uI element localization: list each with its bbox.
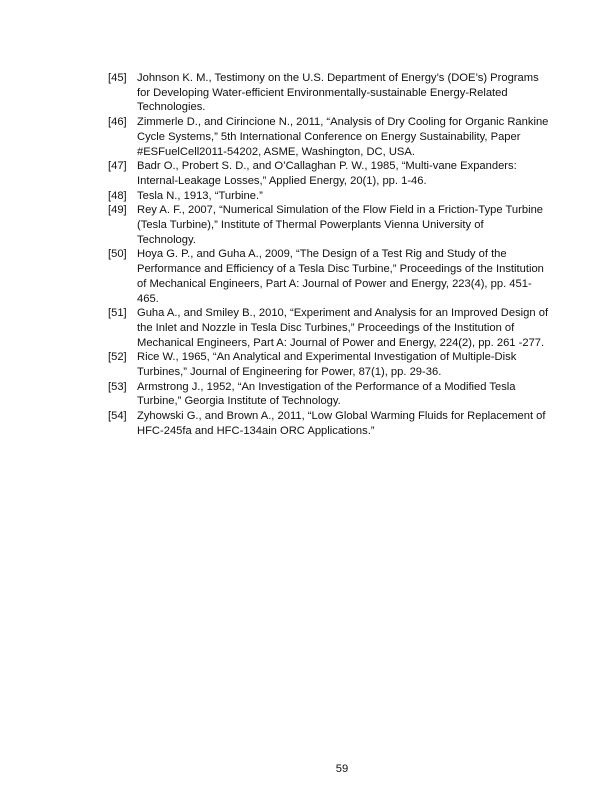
reference-list bbox=[108, 71, 548, 439]
reference-line: Rice W., 1965, “An Analytical and Experimental Investigation of Multiple-Disk bbox=[137, 351, 517, 364]
reference-line: the Inlet and Nozzle in Tesla Disc Turbines,” Proceedings of the Institution of bbox=[137, 321, 515, 334]
reference-number: [46] bbox=[108, 116, 127, 129]
reference-number: [48] bbox=[108, 189, 127, 202]
page-number: 59 bbox=[335, 763, 349, 775]
reference-line: Turbines,” Journal of Engineering for Power, 87(1), pp. 29-36. bbox=[137, 366, 442, 379]
reference-line: Badr O., Probert S. D., and O’Callaghan P. W., 1985, “Multi-vane Expanders: bbox=[137, 160, 517, 173]
reference-number: [47] bbox=[108, 160, 127, 173]
reference-number: [54] bbox=[108, 410, 127, 423]
reference-line: Technology. bbox=[137, 233, 196, 246]
reference-text bbox=[137, 115, 548, 159]
reference-line: Technologies. bbox=[137, 101, 206, 114]
reference-text bbox=[137, 203, 548, 247]
reference-text bbox=[137, 71, 548, 115]
reference-item bbox=[108, 409, 548, 438]
reference-line: of Mechanical Engineers, Part A: Journal of Power and Energy, 223(4), pp. 451- bbox=[137, 277, 532, 290]
reference-line: Guha A., and Smiley B., 2010, “Experiment and Analysis for an Improved Design of bbox=[137, 307, 549, 320]
reference-line: (Tesla Turbine),” Institute of Thermal Powerplants Vienna University of bbox=[137, 219, 484, 232]
reference-item bbox=[108, 189, 548, 204]
reference-line: Johnson K. M., Testimony on the U.S. Department of Energy’s (DOE’s) Programs bbox=[137, 72, 539, 84]
reference-number: [45] bbox=[108, 72, 127, 84]
reference-text bbox=[137, 189, 548, 204]
reference-line: Rey A. F., 2007, “Numerical Simulation of the Flow Field in a Friction-Type Turbine bbox=[137, 204, 544, 217]
reference-line: Cycle Systems,” 5th International Conference on Energy Sustainability, Paper bbox=[137, 130, 521, 143]
reference-line: Zyhowski G., and Brown A., 2011, “Low Global Warming Fluids for Replacement of bbox=[137, 410, 546, 423]
reference-number: [51] bbox=[108, 307, 127, 320]
reference-line: Turbine,” Georgia Institute of Technology. bbox=[137, 395, 341, 408]
reference-item bbox=[108, 380, 548, 409]
reference-number: [53] bbox=[108, 380, 127, 393]
reference-text bbox=[137, 159, 548, 188]
reference-line: Internal-Leakage Losses,” Applied Energy, 20(1), pp. 1-46. bbox=[137, 174, 427, 187]
reference-line: 465. bbox=[137, 292, 159, 305]
reference-item bbox=[108, 306, 548, 350]
reference-text bbox=[137, 380, 548, 409]
reference-item bbox=[108, 247, 548, 306]
reference-line: Hoya G. P., and Guha A., 2009, “The Design of a Test Rig and Study of the bbox=[137, 248, 507, 261]
reference-line: Tesla N., 1913, “Turbine.” bbox=[137, 189, 263, 202]
reference-text bbox=[137, 247, 548, 306]
reference-line: HFC-245fa and HFC-134ain ORC Applications.” bbox=[137, 424, 375, 437]
reference-item bbox=[108, 159, 548, 188]
reference-number: [49] bbox=[108, 204, 127, 217]
reference-line: for Developing Water-efficient Environmentally-sustainable Energy-Related bbox=[137, 86, 508, 99]
reference-line: Armstrong J., 1952, “An Investigation of the Performance of a Modified Tesla bbox=[137, 380, 516, 393]
reference-number: [50] bbox=[108, 248, 127, 261]
reference-line: Performance and Efficiency of a Tesla Disc Turbine,” Proceedings of the Institution bbox=[137, 263, 544, 276]
reference-item bbox=[108, 115, 548, 159]
reference-text bbox=[137, 350, 548, 379]
reference-line: Mechanical Engineers, Part A: Journal of Power and Energy, 224(2), pp. 261 -277. bbox=[137, 336, 545, 349]
reference-item bbox=[108, 350, 548, 379]
reference-number: [52] bbox=[108, 351, 127, 364]
reference-text bbox=[137, 409, 548, 438]
reference-line: Zimmerle D., and Cirincione N., 2011, “Analysis of Dry Cooling for Organic Rankine bbox=[137, 116, 549, 129]
reference-item bbox=[108, 203, 548, 247]
reference-item bbox=[108, 71, 548, 115]
reference-text bbox=[137, 306, 548, 350]
reference-line: #ESFuelCell2011-54202, ASME, Washington, DC, USA. bbox=[137, 145, 415, 158]
